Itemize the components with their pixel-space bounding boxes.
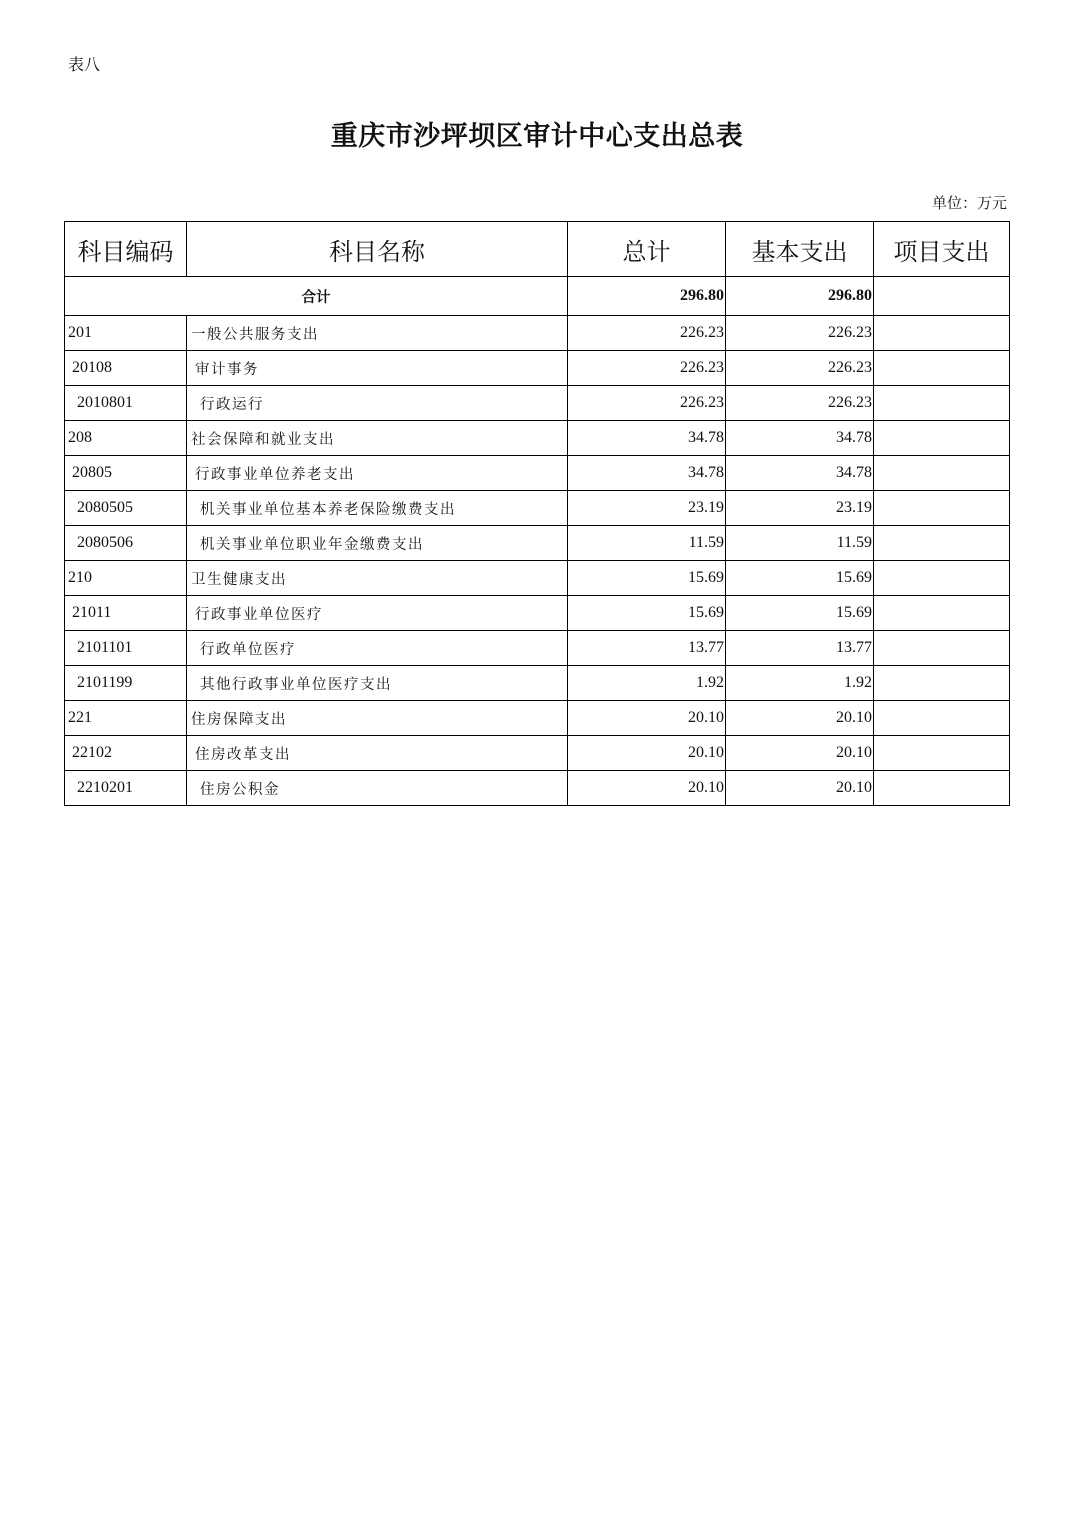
row-code: 208 — [65, 421, 187, 456]
row-name: 机关事业单位职业年金缴费支出 — [187, 526, 568, 561]
table-row — [65, 491, 1010, 526]
row-name: 住房保障支出 — [187, 701, 568, 736]
row-code: 2210201 — [65, 771, 187, 806]
total-project — [874, 277, 1010, 316]
row-basic: 34.78 — [726, 421, 874, 456]
row-basic: 1.92 — [726, 666, 874, 701]
table-number: 表八 — [68, 55, 101, 74]
total-amount: 296.80 — [568, 277, 726, 316]
row-name: 住房改革支出 — [187, 736, 568, 771]
row-project — [874, 386, 1010, 421]
row-total: 15.69 — [568, 561, 726, 596]
row-project — [874, 456, 1010, 491]
row-total: 13.77 — [568, 631, 726, 666]
table-row — [65, 631, 1010, 666]
header-row — [65, 222, 1010, 277]
table-row — [65, 386, 1010, 421]
total-label: 合计 — [65, 277, 568, 316]
row-total: 34.78 — [568, 421, 726, 456]
table-row — [65, 316, 1010, 351]
row-project — [874, 701, 1010, 736]
row-code: 210 — [65, 561, 187, 596]
row-total: 15.69 — [568, 596, 726, 631]
header-project: 项目支出 — [874, 222, 1010, 277]
row-name: 卫生健康支出 — [187, 561, 568, 596]
row-total: 11.59 — [568, 526, 726, 561]
row-name: 一般公共服务支出 — [187, 316, 568, 351]
row-project — [874, 561, 1010, 596]
row-total: 34.78 — [568, 456, 726, 491]
header-name: 科目名称 — [187, 222, 568, 277]
table-row — [65, 736, 1010, 771]
unit-label: 单位：万元 — [931, 194, 1007, 212]
row-total: 23.19 — [568, 491, 726, 526]
row-project — [874, 736, 1010, 771]
row-basic: 20.10 — [726, 701, 874, 736]
row-project — [874, 771, 1010, 806]
header-code: 科目编码 — [65, 222, 187, 277]
row-basic: 34.78 — [726, 456, 874, 491]
row-name: 行政运行 — [187, 386, 568, 421]
table-row — [65, 561, 1010, 596]
table-row — [65, 771, 1010, 806]
table-row — [65, 701, 1010, 736]
row-total: 1.92 — [568, 666, 726, 701]
row-basic: 15.69 — [726, 561, 874, 596]
table-row — [65, 351, 1010, 386]
table-row — [65, 666, 1010, 701]
row-code: 20108 — [65, 351, 187, 386]
row-code: 2080505 — [65, 491, 187, 526]
row-basic: 13.77 — [726, 631, 874, 666]
row-total: 226.23 — [568, 351, 726, 386]
row-code: 2101101 — [65, 631, 187, 666]
row-basic: 20.10 — [726, 771, 874, 806]
header-basic: 基本支出 — [726, 222, 874, 277]
row-name: 社会保障和就业支出 — [187, 421, 568, 456]
row-project — [874, 526, 1010, 561]
row-code: 2101199 — [65, 666, 187, 701]
row-total: 20.10 — [568, 736, 726, 771]
row-project — [874, 666, 1010, 701]
table-row — [65, 526, 1010, 561]
row-total: 226.23 — [568, 386, 726, 421]
row-basic: 226.23 — [726, 316, 874, 351]
total-basic: 296.80 — [726, 277, 874, 316]
row-total: 20.10 — [568, 701, 726, 736]
row-code: 21011 — [65, 596, 187, 631]
row-basic: 20.10 — [726, 736, 874, 771]
row-code: 2080506 — [65, 526, 187, 561]
row-project — [874, 631, 1010, 666]
row-name: 机关事业单位基本养老保险缴费支出 — [187, 491, 568, 526]
row-project — [874, 316, 1010, 351]
row-basic: 15.69 — [726, 596, 874, 631]
row-code: 20805 — [65, 456, 187, 491]
row-name: 住房公积金 — [187, 771, 568, 806]
table-row — [65, 456, 1010, 491]
row-project — [874, 421, 1010, 456]
row-name: 行政单位医疗 — [187, 631, 568, 666]
total-row — [65, 277, 1010, 316]
row-basic: 23.19 — [726, 491, 874, 526]
expenditure-table — [64, 221, 1010, 806]
row-name: 行政事业单位养老支出 — [187, 456, 568, 491]
row-code: 22102 — [65, 736, 187, 771]
row-basic: 226.23 — [726, 351, 874, 386]
row-name: 行政事业单位医疗 — [187, 596, 568, 631]
table-row — [65, 421, 1010, 456]
header-total: 总计 — [568, 222, 726, 277]
row-total: 226.23 — [568, 316, 726, 351]
row-basic: 11.59 — [726, 526, 874, 561]
table-row — [65, 596, 1010, 631]
row-code: 221 — [65, 701, 187, 736]
row-project — [874, 596, 1010, 631]
row-project — [874, 351, 1010, 386]
row-code: 201 — [65, 316, 187, 351]
row-total: 20.10 — [568, 771, 726, 806]
page-title: 重庆市沙坪坝区审计中心支出总表 — [330, 121, 744, 152]
row-basic: 226.23 — [726, 386, 874, 421]
row-code: 2010801 — [65, 386, 187, 421]
row-name: 审计事务 — [187, 351, 568, 386]
row-name: 其他行政事业单位医疗支出 — [187, 666, 568, 701]
row-project — [874, 491, 1010, 526]
